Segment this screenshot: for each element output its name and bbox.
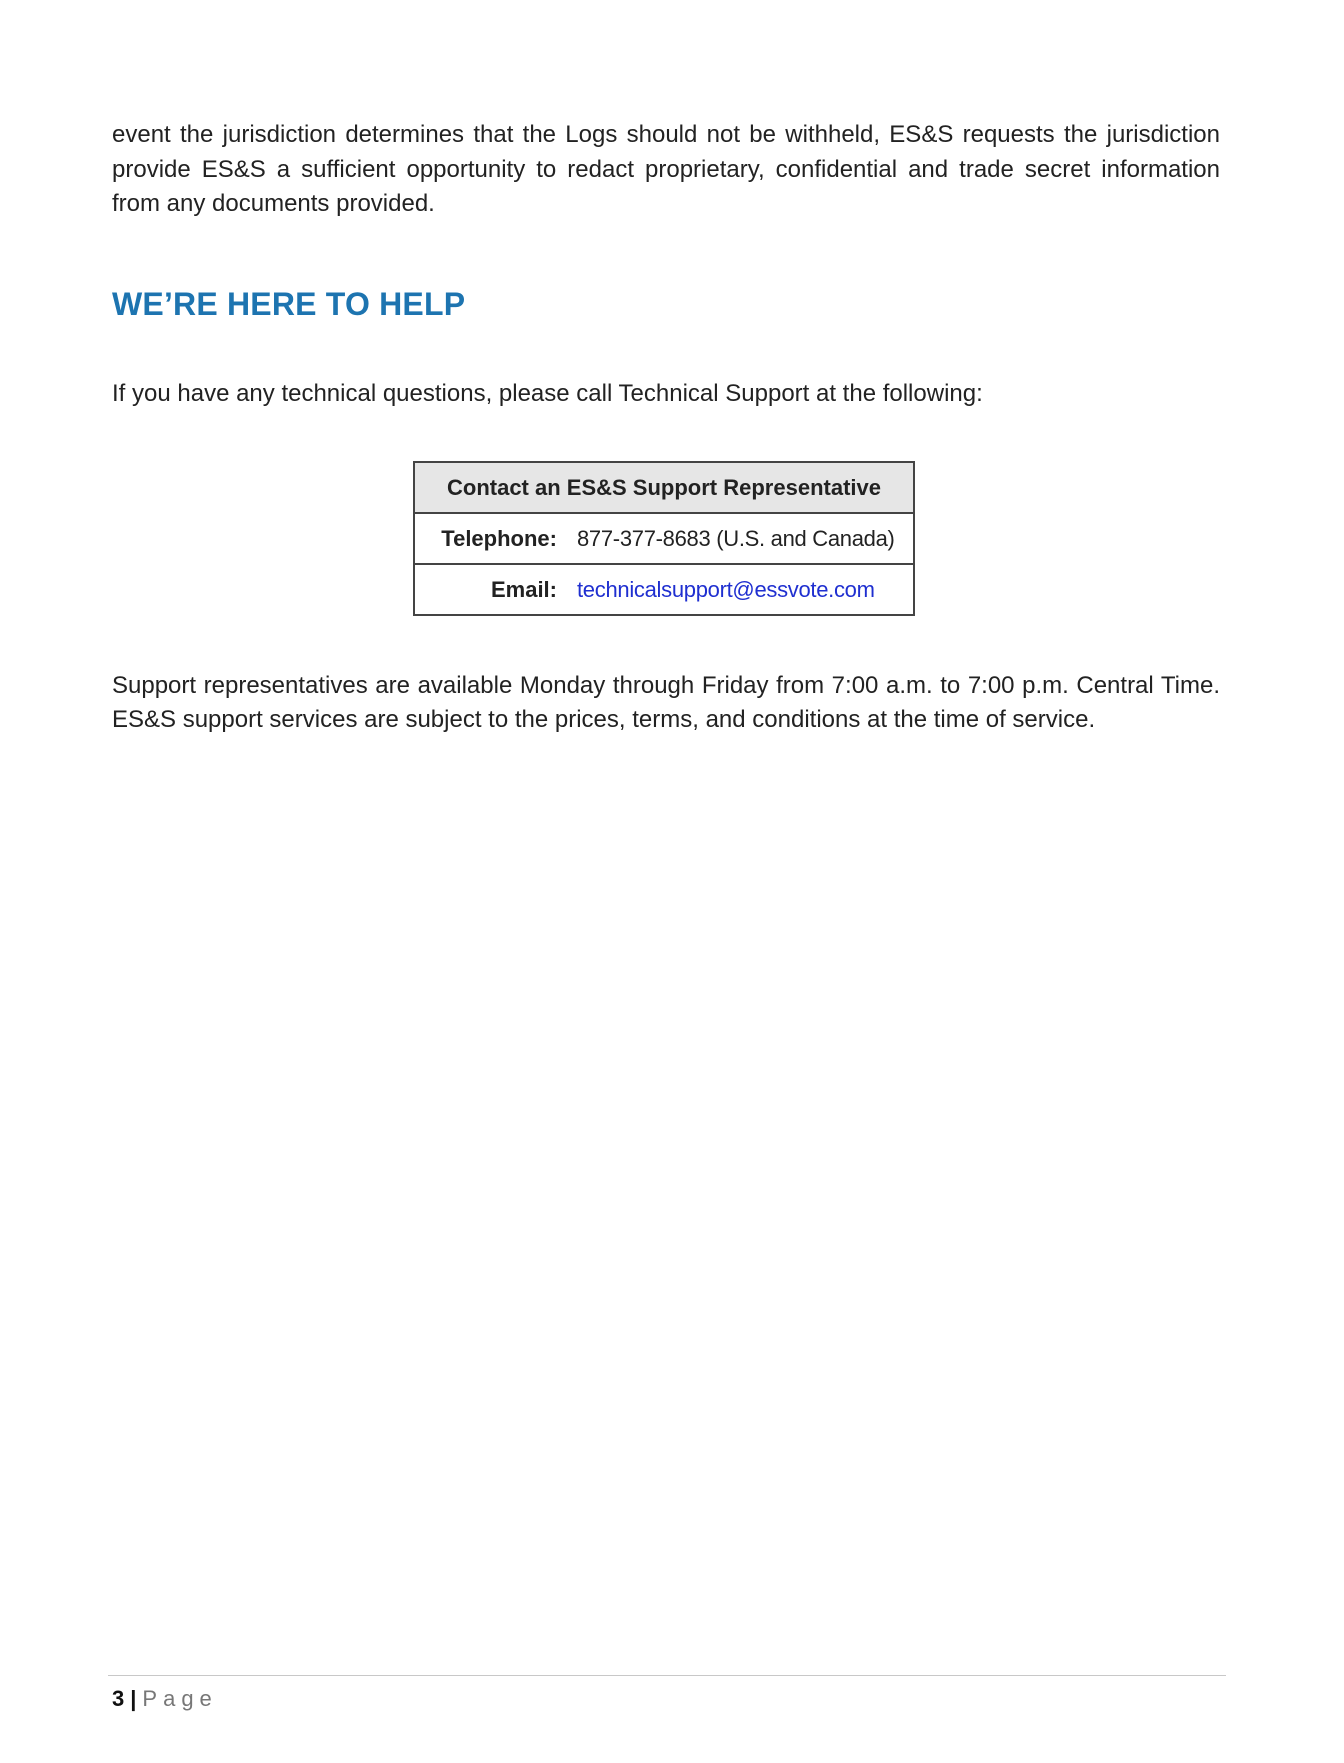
intro-paragraph: event the jurisdiction determines that the Logs should not be withheld, ES&S requests the jurisdiction provide ES&S a sufficient opportunity to redact proprietary, confidential and trade secret information from any documents provided. bbox=[112, 121, 1220, 217]
email-link[interactable]: technicalsupport@essvote.com bbox=[577, 576, 875, 602]
page-label: Page bbox=[142, 1686, 218, 1711]
support-hours-paragraph: Support representatives are available Monday through Friday from 7:00 a.m. to 7:00 p.m. Central Time. ES&S support services are subject to the prices, terms, and conditions at the time of service. bbox=[112, 672, 1220, 733]
footer-separator: | bbox=[130, 1686, 137, 1711]
contact-table-title: Contact an ES&S Support Representative bbox=[414, 462, 914, 513]
section-heading: WE’RE HERE TO HELP bbox=[112, 286, 466, 322]
page-number: 3 bbox=[112, 1686, 125, 1711]
telephone-row bbox=[414, 513, 914, 564]
telephone-value: 877-377-8683 (U.S. and Canada) bbox=[577, 513, 914, 564]
footer-divider bbox=[108, 1675, 1226, 1676]
help-paragraph: If you have any technical questions, please call Technical Support at the following: bbox=[112, 380, 983, 407]
contact-table-header-row bbox=[414, 462, 914, 513]
email-label: Email: bbox=[490, 576, 557, 602]
telephone-label: Telephone: bbox=[414, 513, 577, 564]
contact-table bbox=[413, 461, 915, 616]
email-row bbox=[414, 564, 914, 615]
page-footer bbox=[112, 1684, 218, 1714]
